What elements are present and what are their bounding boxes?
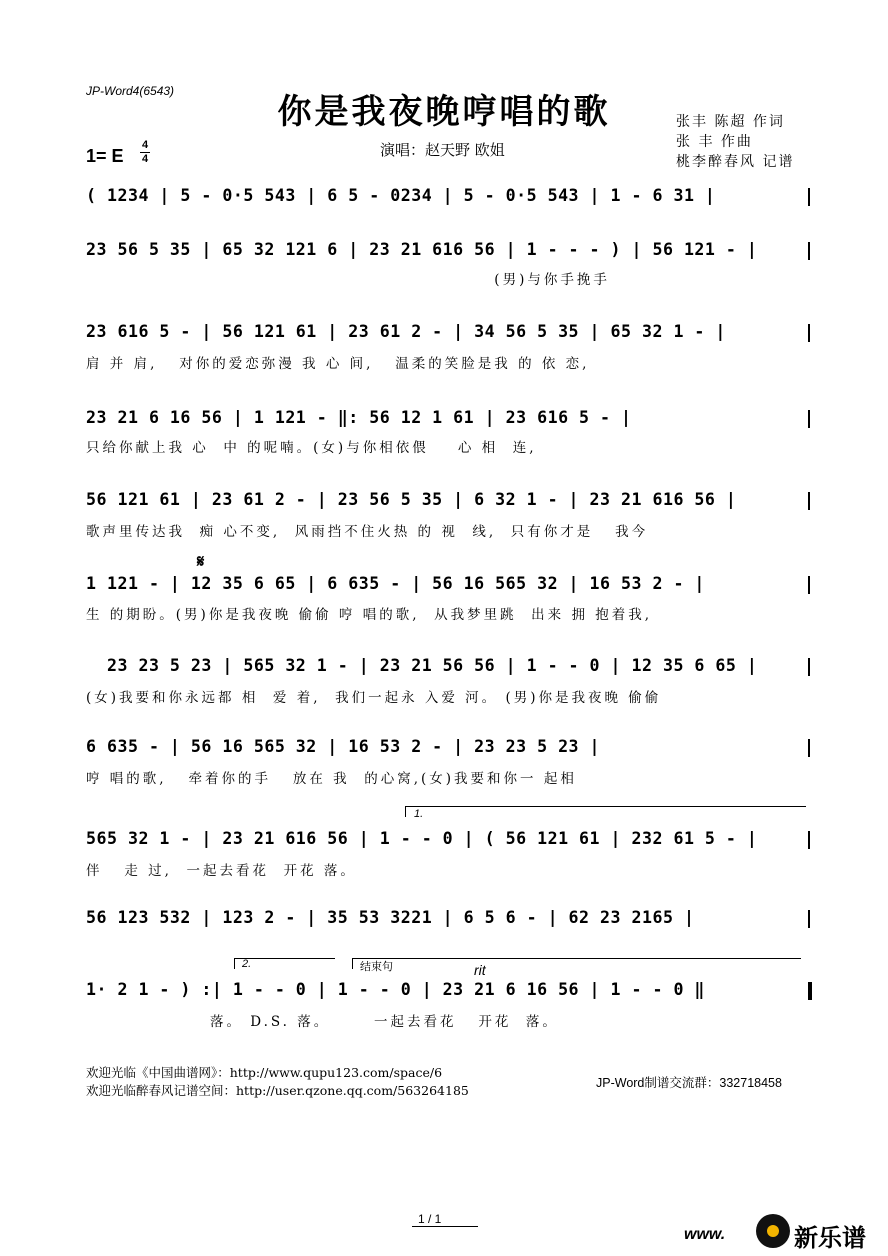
time-signature-top: 4 [141, 139, 149, 151]
vinyl-disc-icon [756, 1214, 790, 1248]
lyrics-line-4: 只给你献上我 心 中 的呢喃。(女)与你相依偎 心 相 连, [86, 440, 537, 456]
score-line-1: ( 1234 | 5 - 0·5 543 | 6 5 - 0234 | 5 - 0·5 543 | 1 - 6 31 | [86, 186, 808, 205]
volta-1-bracket [405, 806, 806, 817]
score-line-3: 23 616 5 - | 56 121 61 | 23 61 2 - | 34 56 5 35 | 65 32 1 - | [86, 322, 808, 341]
footer-space-link[interactable]: 欢迎光临醉春风记谱空间：http://user.qzone.qq.com/563264185 [86, 1083, 469, 1098]
page-number-rule [412, 1226, 478, 1227]
tempo-marking: rit [474, 962, 486, 978]
credit-score: 桃李醉春风 记谱 [676, 154, 795, 170]
watermark-url: www. [684, 1226, 726, 1243]
volta-1-label: 1. [414, 808, 424, 820]
watermark-logo: 新乐谱 [794, 1223, 866, 1252]
lyrics-line-9: 伴 走 过, 一起去看花 开花 落。 [86, 863, 357, 879]
coda-bracket [352, 958, 801, 969]
footer-site-link[interactable]: 欢迎光临《中国曲谱网》：http://www.qupu123.com/space/6 [86, 1065, 443, 1080]
volta-2-label: 2. [242, 958, 252, 970]
segno-sign: 𝄋 [197, 552, 205, 572]
score-line-4: 23 21 6 16 56 | 1 121 - ‖: 56 12 1 61 | 23 616 5 - | [86, 408, 808, 427]
lyrics-line-8: 哼 唱的歌, 牵着你的手 放在 我 的心窝,(女)我要和你一 起相 [86, 771, 577, 787]
footer-group-number: JP-Word制谱交流群：332718458 [596, 1076, 782, 1090]
score-line-11: 1· 2 1 - ) :| 1 - - 0 | 1 - - 0 | 23 21 6 16 56 | 1 - - 0 ‖ [86, 980, 808, 999]
page-number: 1 / 1 [418, 1212, 442, 1226]
lyrics-line-2: (男)与你手挽手 [86, 272, 610, 288]
performers: 演唱：赵天野 欧姐 [380, 141, 505, 159]
score-line-8: 6 635 - | 56 16 565 32 | 16 53 2 - | 23 23 5 23 | [86, 737, 808, 756]
lyrics-line-5: 歌声里传达我 痴 心不变, 风雨挡不住火热 的 视 线, 只有你才是 我今 [86, 524, 649, 540]
score-line-6: 1 121 - | 12 35 6 65 | 6 635 - | 56 16 565 32 | 16 53 2 - | [86, 574, 808, 593]
credit-lyrics: 张丰 陈超 作词 [676, 114, 785, 130]
key-signature: 1= E [86, 146, 124, 166]
score-line-10: 56 123 532 | 123 2 - | 35 53 3221 | 6 5 6 - | 62 23 2165 | [86, 908, 808, 927]
software-tag: JP-Word4(6543) [86, 84, 175, 98]
score-line-7: 23 23 5 23 | 565 32 1 - | 23 21 56 56 | 1 - - 0 | 12 35 6 65 | [86, 656, 808, 675]
time-signature [140, 140, 150, 165]
score-line-9: 565 32 1 - | 23 21 616 56 | 1 - - 0 | ( 56 121 61 | 232 61 5 - | [86, 829, 808, 848]
lyrics-line-11: 落。 D.S. 落。 一起去看花 开花 落。 [86, 1014, 559, 1030]
lyrics-line-7: (女)我要和你永远都 相 爱 着, 我们一起永 入爱 河。 (男)你是我夜晚 偷偷 [86, 690, 662, 706]
time-signature-bottom: 4 [141, 153, 149, 165]
lyrics-line-6: 生 的期盼。(男)你是我夜晚 偷偷 哼 唱的歌, 从我梦里跳 出来 拥 抱着我, [86, 607, 653, 623]
lyrics-line-3: 肩 并 肩, 对你的爱恋弥漫 我 心 间, 温柔的笑脸是我 的 依 恋, [86, 356, 590, 372]
song-title: 你是我夜晚哼唱的歌 [277, 92, 611, 132]
credit-music: 张 丰 作曲 [676, 134, 753, 150]
coda-label: 结束句 [360, 961, 393, 973]
score-line-2: 23 56 5 35 | 65 32 121 6 | 23 21 616 56 | 1 - - - ) | 56 121 - | [86, 240, 808, 259]
score-line-5: 56 121 61 | 23 61 2 - | 23 56 5 35 | 6 32 1 - | 23 21 616 56 | [86, 490, 808, 509]
